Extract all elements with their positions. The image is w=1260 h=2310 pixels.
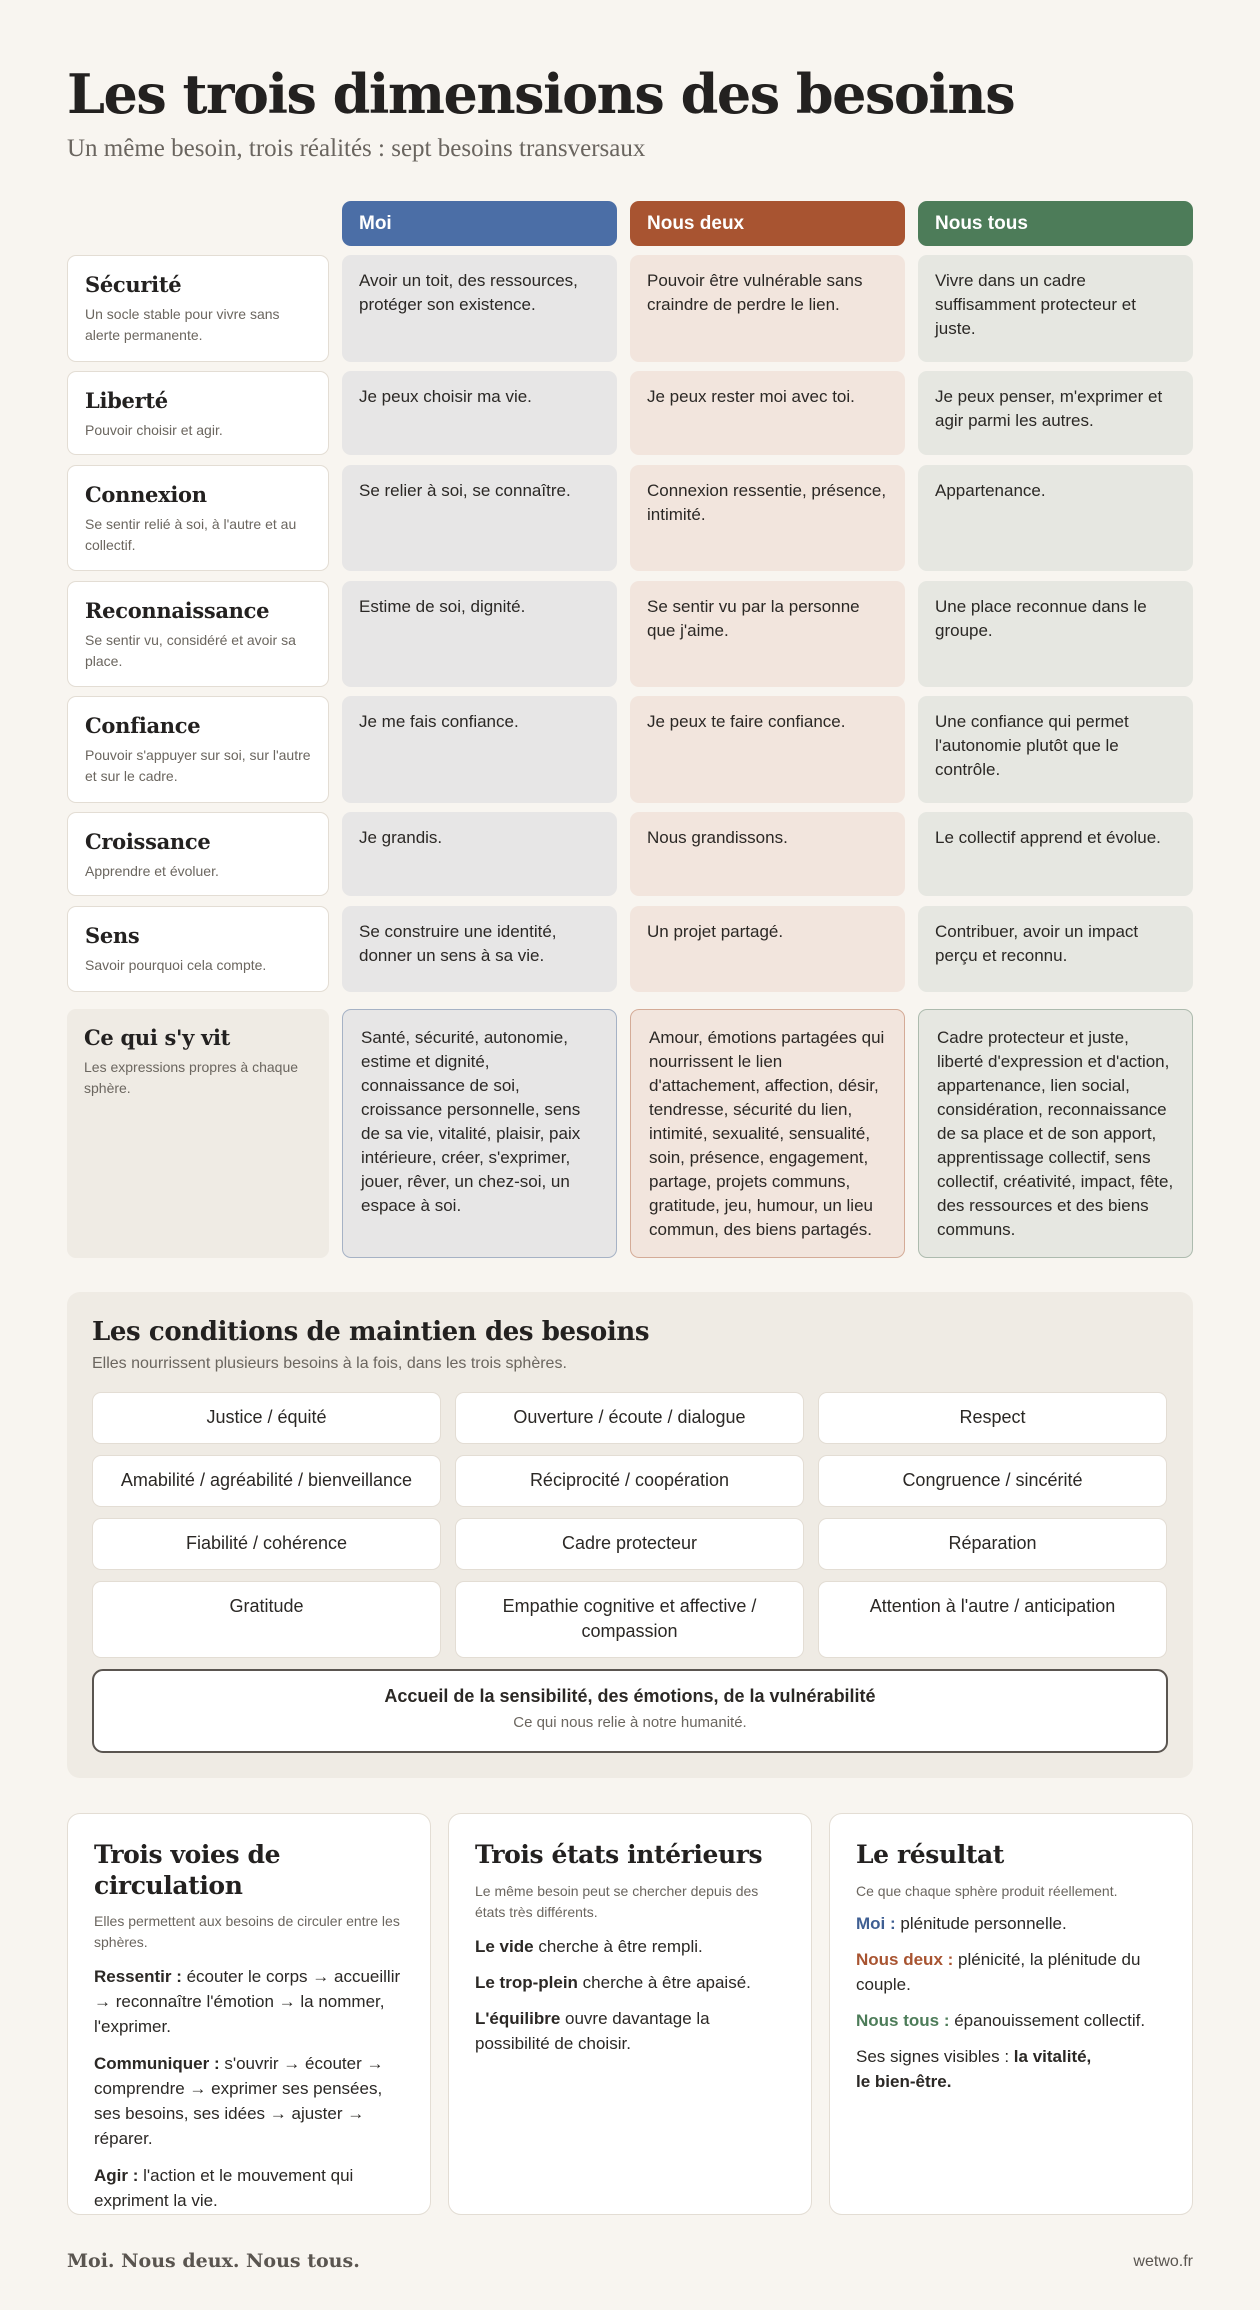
condition-item: Ouverture / écoute / dialogue (455, 1392, 804, 1444)
conditions-title: Les conditions de maintien des besoins (92, 1317, 650, 1347)
condition-item: Attention à l'autre / anticipation (818, 1581, 1167, 1658)
need-name: Sens (85, 923, 140, 948)
need-row-croissance (67, 812, 1193, 896)
voies-box (67, 1813, 431, 2215)
cell-nous-deux: Connexion ressentie, présence, intimité. (630, 465, 905, 571)
cell-nous-deux: Se sentir vu par la personne que j'aime. (630, 581, 905, 687)
cell-nous-deux: Nous grandissons. (630, 812, 905, 896)
etat-text: ouvre davantage la possibilité de choisir. (475, 2009, 710, 2053)
need-description: Apprendre et évoluer. (85, 863, 219, 879)
need-row-reconnaissance (67, 581, 1193, 687)
etat-text: cherche à être apaisé. (577, 1973, 751, 1992)
accueil-box (92, 1669, 1168, 1753)
cell-moi: Se construire une identité, donner un sens à sa vie. (342, 906, 617, 992)
cell-moi: Je grandis. (342, 812, 617, 896)
etat-key: Le trop-plein (475, 1973, 578, 1992)
resultat-key-moi: Moi : (856, 1914, 896, 1933)
condition-item: Congruence / sincérité (818, 1455, 1167, 1507)
vit-name: Ce qui s'y vit (84, 1025, 231, 1050)
condition-item: Justice / équité (92, 1392, 441, 1444)
need-label (67, 812, 329, 896)
condition-item: Empathie cognitive et affective / compassion (455, 1581, 804, 1658)
condition-item: Respect (818, 1392, 1167, 1444)
column-header-nous-tous: Nous tous (918, 201, 1193, 246)
row-ce-qui-s-y-vit (67, 1009, 1193, 1258)
need-name: Croissance (85, 829, 211, 854)
need-description: Un socle stable pour vivre sans alerte permanente. (85, 306, 280, 343)
cell-nous-deux: Je peux te faire confiance. (630, 696, 905, 803)
need-description: Se sentir relié à soi, à l'autre et au collectif. (85, 516, 297, 553)
etat-equilibre (475, 2006, 785, 2056)
cell-nous-tous: Une place reconnue dans le groupe. (918, 581, 1193, 687)
page-subtitle: Un même besoin, trois réalités : sept besoins transversaux (67, 135, 646, 162)
cell-nous-deux: Je peux rester moi avec toi. (630, 371, 905, 455)
resultat-key-nous-deux: Nous deux : (856, 1950, 954, 1969)
need-description: Pouvoir choisir et agir. (85, 422, 223, 438)
condition-item: Amabilité / agréabilité / bienveillance (92, 1455, 441, 1507)
cell-nous-deux: Pouvoir être vulnérable sans craindre de perdre le lien. (630, 255, 905, 362)
need-label (67, 255, 329, 362)
conditions-section (67, 1292, 1193, 1778)
resultat-text: plénicité, la plénitude du couple. (856, 1950, 1141, 1994)
need-row-confiance (67, 696, 1193, 803)
need-description: Savoir pourquoi cela compte. (85, 957, 267, 973)
voie-text: s'ouvrir → écouter → comprendre → exprimer ses pensées, ses besoins, ses idées → ajuster → réparer. (94, 2054, 384, 2148)
need-label (67, 581, 329, 687)
resultat-text: plénitude personnelle. (895, 1914, 1067, 1933)
resultat-nous-deux (856, 1947, 1166, 1997)
need-name: Connexion (85, 482, 207, 507)
etats-subtitle: Le même besoin peut se chercher depuis des états très différents. (475, 1883, 759, 1920)
need-row-connexion (67, 465, 1193, 571)
need-description: Pouvoir s'appuyer sur soi, sur l'autre et sur le cadre. (85, 747, 311, 784)
etats-box (448, 1813, 812, 2215)
need-row-securite (67, 255, 1193, 362)
cell-nous-deux: Un projet partagé. (630, 906, 905, 992)
need-label (67, 906, 329, 992)
voie-key: Communiquer : (94, 2054, 220, 2073)
voie-agir (94, 2163, 404, 2213)
resultat-title: Le résultat (856, 1840, 1004, 1869)
cell-moi: Je peux choisir ma vie. (342, 371, 617, 455)
need-name: Confiance (85, 713, 201, 738)
voie-ressentir (94, 1964, 404, 2039)
cell-nous-tous: Contribuer, avoir un impact perçu et reconnu. (918, 906, 1193, 992)
condition-item: Réciprocité / coopération (455, 1455, 804, 1507)
cell-moi: Se relier à soi, se connaître. (342, 465, 617, 571)
voie-text: l'action et le mouvement qui expriment la vie. (94, 2166, 354, 2210)
voie-key: Agir : (94, 2166, 139, 2185)
voies-subtitle: Elles permettent aux besoins de circuler entre les sphères. (94, 1913, 400, 1950)
condition-item: Réparation (818, 1518, 1167, 1570)
conditions-subtitle: Elles nourrissent plusieurs besoins à la fois, dans les trois sphères. (92, 1355, 567, 1372)
cell-moi: Avoir un toit, des ressources, protéger son existence. (342, 255, 617, 362)
resultat-box (829, 1813, 1193, 2215)
voies-title: Trois voies de circulation (94, 1840, 281, 1900)
need-name: Sécurité (85, 272, 182, 297)
footer-site: wetwo.fr (1133, 2253, 1193, 2270)
need-description: Se sentir vu, considéré et avoir sa place. (85, 632, 296, 669)
condition-item: Cadre protecteur (455, 1518, 804, 1570)
resultat-text: épanouissement collectif. (949, 2011, 1146, 2030)
need-name: Reconnaissance (85, 598, 270, 623)
column-header-moi: Moi (342, 201, 617, 246)
need-name: Liberté (85, 388, 168, 413)
need-row-liberte (67, 371, 1193, 455)
accueil-title: Accueil de la sensibilité, des émotions, de la vulnérabilité (384, 1686, 876, 1706)
resultat-moi (856, 1911, 1166, 1936)
cell-nous-tous: Vivre dans un cadre suffisamment protecteur et juste. (918, 255, 1193, 362)
cell-nous-tous: Une confiance qui permet l'autonomie plutôt que le contrôle. (918, 696, 1193, 803)
cell-nous-tous: Appartenance. (918, 465, 1193, 571)
signes-prefix: Ses signes visibles : (856, 2047, 1014, 2066)
vit-description: Les expressions propres à chaque sphère. (84, 1059, 299, 1096)
need-label (67, 371, 329, 455)
accueil-subtitle: Ce qui nous relie à notre humanité. (513, 1714, 747, 1731)
cell-moi: Je me fais confiance. (342, 696, 617, 803)
condition-item: Fiabilité / cohérence (92, 1518, 441, 1570)
cell-moi: Estime de soi, dignité. (342, 581, 617, 687)
etats-title: Trois états intérieurs (475, 1840, 763, 1869)
resultat-signes (856, 2044, 1166, 2094)
resultat-subtitle: Ce que chaque sphère produit réellement. (856, 1883, 1118, 1899)
etat-vide (475, 1934, 785, 1959)
voie-communiquer (94, 2051, 404, 2151)
vit-cell-nous-tous: Cadre protecteur et juste, liberté d'expression et d'action, appartenance, lien social, considération, reconnaissance de sa place et de son apport, apprentissage collectif, sens collectif, créativité, impact, fête, des ressources et des biens communs. (918, 1009, 1193, 1258)
signes-bien-etre: le bien-être. (856, 2072, 952, 2091)
footer-tagline: Moi. Nous deux. Nous tous. (67, 2250, 360, 2272)
cell-nous-tous: Je peux penser, m'exprimer et agir parmi les autres. (918, 371, 1193, 455)
need-row-sens (67, 906, 1193, 992)
vit-cell-nous-deux: Amour, émotions partagées qui nourrissent le lien d'attachement, affection, désir, tendresse, sécurité du lien, intimité, sexualité, sensualité, soin, présence, engagement, partage, projets communs, gratitude, jeu, humour, un lieu commun, des biens partagés. (630, 1009, 905, 1258)
cell-nous-tous: Le collectif apprend et évolue. (918, 812, 1193, 896)
page-title: Les trois dimensions des besoins (67, 62, 1015, 126)
voie-text: écouter le corps → accueillir → reconnaître l'émotion → la nommer, l'exprimer. (94, 1967, 401, 2036)
etat-key: Le vide (475, 1937, 534, 1956)
resultat-nous-tous (856, 2008, 1166, 2033)
column-header-nous-deux: Nous deux (630, 201, 905, 246)
etat-key: L'équilibre (475, 2009, 561, 2028)
vit-label (67, 1009, 329, 1258)
need-label (67, 696, 329, 803)
etat-trop-plein (475, 1970, 785, 1995)
signes-vitalite: la vitalité, (1013, 2047, 1092, 2066)
need-label (67, 465, 329, 571)
vit-cell-moi: Santé, sécurité, autonomie, estime et dignité, connaissance de soi, croissance personnelle, sens de sa vie, vitalité, plaisir, paix intérieure, créer, s'exprimer, jouer, rêver, un chez-soi, un espace à soi. (342, 1009, 617, 1258)
condition-item: Gratitude (92, 1581, 441, 1658)
resultat-key-nous-tous: Nous tous : (856, 2011, 950, 2030)
voie-key: Ressentir : (94, 1967, 182, 1986)
etat-text: cherche à être rempli. (533, 1937, 703, 1956)
